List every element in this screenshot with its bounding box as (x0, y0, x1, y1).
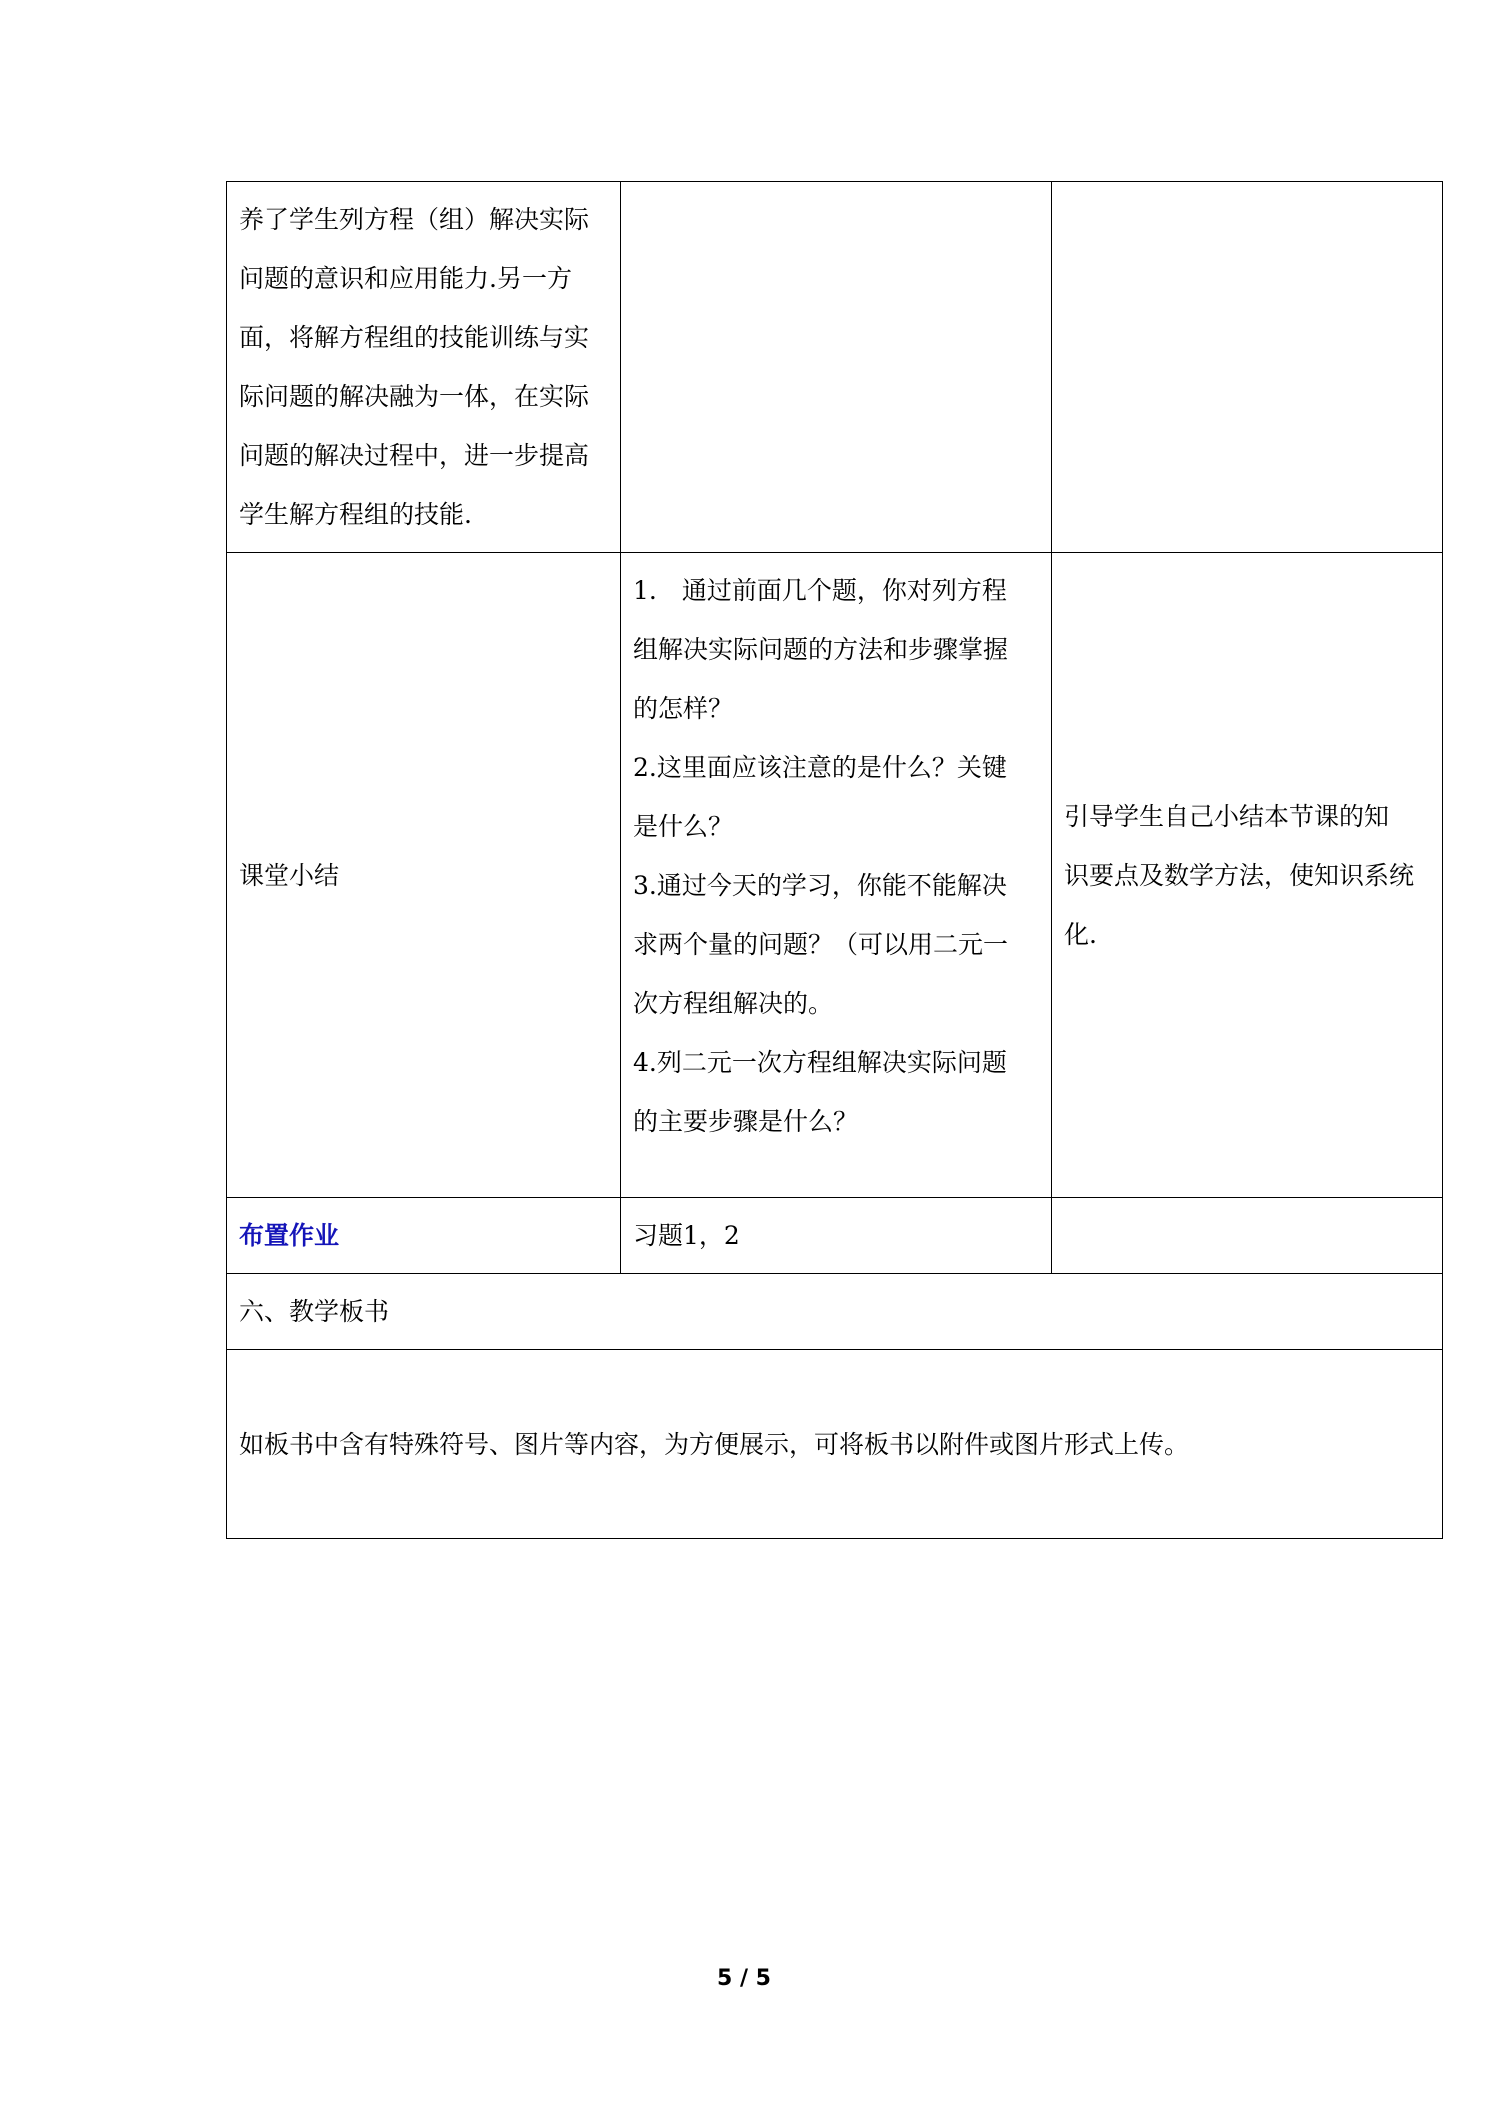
board-heading-cell (227, 1274, 1443, 1350)
empty-cell (621, 182, 1052, 553)
board-heading: 六、教学板书 (239, 1297, 390, 1326)
intent-line: 引导学生自己小结本节课的知 (1064, 801, 1390, 831)
table-row-board-heading (227, 1274, 1443, 1350)
summary-label-cell (227, 553, 621, 1198)
rationale-line: 面，将解方程组的技能训练与实 (239, 323, 590, 352)
question-line: 的主要步骤是什么？ (633, 1107, 859, 1136)
intent-line: 化. (1064, 919, 1097, 949)
empty-cell (1052, 182, 1443, 553)
page-number: 5 / 5 (717, 1966, 771, 1991)
rationale-line: 养了学生列方程（组）解决实际 (239, 205, 590, 234)
table-row-rationale (227, 182, 1443, 553)
summary-label: 课堂小结 (239, 860, 340, 890)
table-row-homework (227, 1198, 1443, 1274)
question-line: 次方程组解决的。 (633, 989, 834, 1018)
question-line: 1. 通过前面几个题，你对列方程 (633, 576, 1007, 605)
question-line: 是什么？ (633, 812, 734, 841)
question-line: 3.通过今天的学习，你能不能解决 (633, 871, 1007, 900)
question-line: 的怎样？ (633, 694, 734, 723)
question-line: 2.这里面应该注意的是什么？关键 (633, 753, 1007, 782)
rationale-line: 学生解方程组的技能. (239, 500, 472, 529)
rationale-line: 问题的意识和应用能力.另一方 (239, 264, 572, 293)
board-body-cell (227, 1350, 1443, 1539)
homework-label: 布置作业 (239, 1221, 340, 1250)
summary-intent-cell (1052, 553, 1443, 1198)
rationale-line: 问题的解决过程中，进一步提高 (239, 441, 590, 470)
homework-label-cell (227, 1198, 621, 1274)
homework-content: 习题1，2 (633, 1221, 740, 1250)
homework-content-cell (621, 1198, 1052, 1274)
question-line: 4.列二元一次方程组解决实际问题 (633, 1048, 1007, 1077)
table-row-summary (227, 553, 1443, 1198)
question-line: 组解决实际问题的方法和步骤掌握 (633, 635, 1009, 664)
rationale-cell (227, 182, 621, 553)
lesson-plan-table (226, 181, 1443, 1539)
summary-questions-cell (621, 553, 1052, 1198)
question-line: 求两个量的问题？（可以用二元一 (633, 930, 1009, 959)
board-body-text: 如板书中含有特殊符号、图片等内容，为方便展示，可将板书以附件或图片形式上传。 (239, 1429, 1190, 1459)
intent-line: 识要点及数学方法，使知识系统 (1064, 860, 1415, 890)
table-row-board-body (227, 1350, 1443, 1539)
rationale-line: 际问题的解决融为一体，在实际 (239, 382, 590, 411)
empty-cell (1052, 1198, 1443, 1274)
